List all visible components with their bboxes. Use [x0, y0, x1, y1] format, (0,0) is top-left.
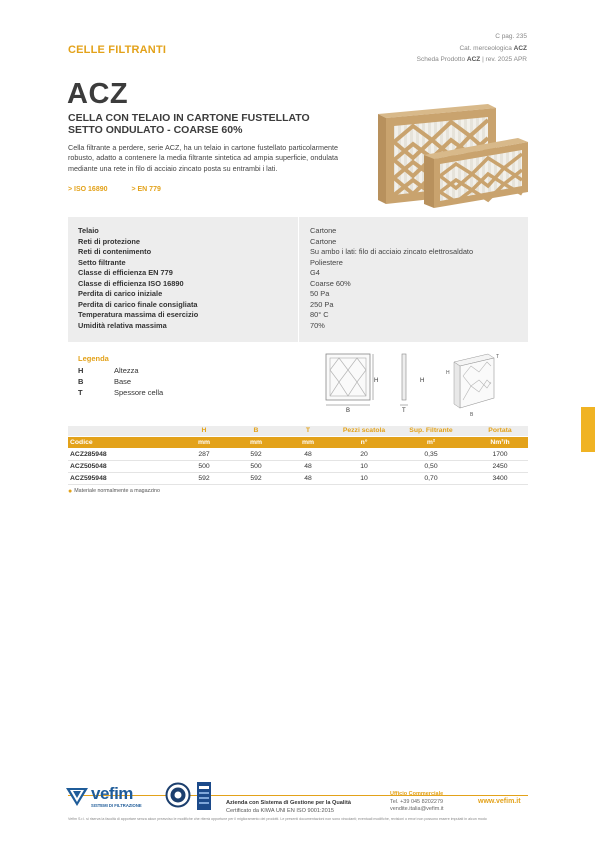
vefim-logo: [66, 784, 158, 812]
spec-value: 250 Pa: [310, 299, 334, 309]
page-ref: C pag. 235: [495, 33, 527, 40]
front-view-diagram: [326, 354, 378, 414]
diagram-label-h-side: H: [420, 378, 425, 384]
spec-label: Reti di contenimento: [78, 247, 152, 256]
spec-label: Reti di protezione: [78, 236, 141, 246]
spec-value: G4: [310, 268, 320, 277]
diagram-label-h-persp: H: [446, 370, 450, 376]
spec-value: 70%: [310, 320, 325, 330]
spec-label: Umidità relativa massima: [78, 320, 167, 330]
header-flow: Portata: [488, 427, 512, 434]
spec-label: Classe di efficienza EN 779: [78, 268, 173, 277]
subtitle-line-1: CELLA CON TELAIO IN CARTONE FUSTELLATO: [68, 112, 310, 124]
section-title: CELLE FILTRANTI: [68, 44, 167, 56]
cell-pieces: 20: [360, 451, 368, 458]
header-t: T: [305, 427, 311, 434]
legend-key: H: [78, 366, 84, 375]
spec-label: Temperatura massima di esercizio: [78, 310, 199, 319]
quality-line-2: Certificato da KIWA UNI EN ISO 9001:2015: [226, 808, 334, 814]
diagram-label-b: B: [346, 408, 351, 414]
legend-value: Spessore cella: [114, 388, 164, 397]
unit-b: mm: [249, 439, 263, 446]
legend-key: T: [78, 388, 83, 397]
quality-line-1: [226, 799, 351, 807]
spec-value: Cartone: [310, 236, 337, 246]
unit-h: mm: [197, 439, 211, 446]
sheet-label: Scheda Prodotto: [416, 56, 466, 63]
cell-code: ACZ595948: [70, 475, 107, 482]
cell-surface: 0,50: [424, 463, 438, 470]
table-row: [68, 473, 528, 485]
cell-flow: 2450: [492, 463, 508, 470]
cell-code: ACZ285948: [70, 451, 107, 458]
spec-label: Perdita di carico finale consigliata: [78, 299, 198, 309]
cell-t: 48: [304, 451, 312, 458]
bullet-icon: ●: [68, 488, 73, 495]
sheet-ref: [417, 54, 527, 66]
diagram-label-b-persp: B: [470, 412, 474, 418]
spec-row: [68, 226, 528, 237]
spec-value: 80° C: [310, 310, 329, 319]
spec-label: Classe di efficienza ISO 16890: [78, 278, 184, 288]
product-image: [368, 100, 538, 210]
spec-row: [68, 237, 528, 248]
cell-flow: 1700: [492, 451, 508, 458]
product-subtitle: [68, 112, 310, 136]
spec-label: Telaio: [78, 226, 99, 235]
spec-value: 50 Pa: [310, 289, 330, 298]
spec-row: [68, 247, 528, 258]
quality-title: Azienda con Sistema di Gestione per la Qualità: [226, 800, 351, 806]
legal-disclaimer: Vefim S.r.l. si riserva la facoltà di apportare senza alcun preavviso le modifiche che riterrà opportune per il miglioramento dei prodotti. Le presenti documentazioni non sono vincolanti; eventuali modifiche, revisioni o errori non possono essere imputati in alcun modo: [68, 817, 487, 821]
cell-h: 500: [198, 463, 210, 470]
table-header-row: [68, 426, 528, 436]
page-references: [417, 31, 527, 66]
cell-h: 287: [198, 451, 210, 458]
vefim-logo-mark-icon: [66, 786, 88, 808]
spec-value: Coarse 60%: [310, 278, 351, 288]
header-code: Codice: [70, 439, 93, 446]
spec-label: Perdita di carico iniziale: [78, 289, 163, 298]
cell-h: 592: [198, 475, 210, 482]
catalog-code: ACZ: [513, 44, 527, 52]
header-pieces: Pezzi scatola: [342, 427, 386, 434]
contacts-phone: Tel. +39 045 8202279: [390, 798, 444, 805]
spec-row: [68, 321, 528, 332]
spec-value: Poliestere: [310, 257, 343, 267]
legend-value: Base: [114, 377, 132, 386]
spec-row: [68, 310, 528, 321]
diagram-label-t-persp: T: [496, 354, 500, 360]
footnote-text: Materiale normalmente a magazzino: [74, 488, 160, 494]
cell-pieces: 10: [360, 475, 368, 482]
cell-code: ACZ505048: [70, 463, 107, 470]
header-b: B: [253, 427, 259, 434]
sheet-code: ACZ: [466, 56, 481, 63]
unit-surface: m²: [426, 439, 436, 446]
cell-surface: 0,70: [424, 475, 438, 482]
subtitle-line-2: SETTO ONDULATO - COARSE 60%: [68, 124, 243, 136]
cell-surface: 0,35: [424, 451, 438, 458]
legend-value: Altezza: [114, 366, 139, 375]
cell-b: 592: [250, 451, 262, 458]
spec-value: Su ambo i lati: filo di acciaio zincato elettrosaldato: [310, 247, 474, 256]
cell-b: 500: [250, 463, 262, 470]
spec-row: [68, 279, 528, 290]
stock-footnote: [68, 488, 160, 495]
dimension-diagram: [320, 352, 520, 418]
spec-row: [68, 300, 528, 311]
table-row: [68, 449, 528, 461]
brand-name: vefim: [91, 784, 133, 803]
spec-value: Cartone: [310, 226, 337, 235]
diagram-label-t: T: [402, 408, 406, 414]
diagram-label-h: H: [374, 378, 379, 384]
product-description: Cella filtrante a perdere, serie ACZ, ha un telaio in cartone fustellato particolarmente robusto, adatto a contenere la media filtrante sintetica ad ampia superficie, ondulata mediante una rete in filo di acciaio zincato posta su entrambi i lati.: [68, 143, 338, 173]
website-link[interactable]: www.vefim.it: [478, 798, 521, 805]
cell-pieces: 10: [360, 463, 368, 470]
perspective-diagram: [446, 354, 499, 418]
legend-key: B: [78, 377, 84, 386]
norms: [68, 186, 183, 193]
sales-contacts: [390, 791, 444, 814]
section-side-tab[interactable]: [581, 407, 595, 452]
spec-label: Setto filtrante: [78, 257, 126, 267]
product-code: ACZ: [67, 78, 129, 110]
norm-en: > EN 779: [131, 186, 161, 193]
side-view-diagram: [400, 354, 424, 414]
catalog-label: Cat. merceologica: [459, 44, 512, 52]
catalog-ref: [417, 43, 527, 55]
revision: | rev. 2025 APR: [482, 56, 527, 63]
norm-iso: > ISO 16890: [68, 186, 108, 193]
cell-t: 48: [304, 475, 312, 482]
spec-row: [68, 258, 528, 269]
contacts-title: Ufficio Commerciale: [390, 791, 444, 797]
unit-flow: Nm³/h: [490, 439, 510, 446]
spec-row: [68, 289, 528, 300]
spec-row: [68, 268, 528, 279]
cell-flow: 3400: [492, 475, 508, 482]
table-row: [68, 461, 528, 473]
cell-t: 48: [304, 463, 312, 470]
cell-b: 592: [250, 475, 262, 482]
brand-subtitle: SISTEMI DI FILTRAZIONE: [91, 803, 142, 808]
header-surface: Sup. Filtrante: [409, 427, 453, 434]
certification-seal-icon: [165, 782, 191, 810]
specifications-panel: [68, 217, 528, 342]
kiwa-mark-icon: [197, 782, 211, 810]
unit-pieces: n°: [360, 439, 368, 446]
quality-statement: [226, 799, 351, 815]
contacts-email[interactable]: vendite.italia@vefim.it: [390, 806, 444, 812]
table-units-row: [68, 437, 528, 448]
unit-t: mm: [301, 439, 315, 446]
header-h: H: [201, 427, 207, 434]
legend-title: Legenda: [78, 354, 109, 363]
